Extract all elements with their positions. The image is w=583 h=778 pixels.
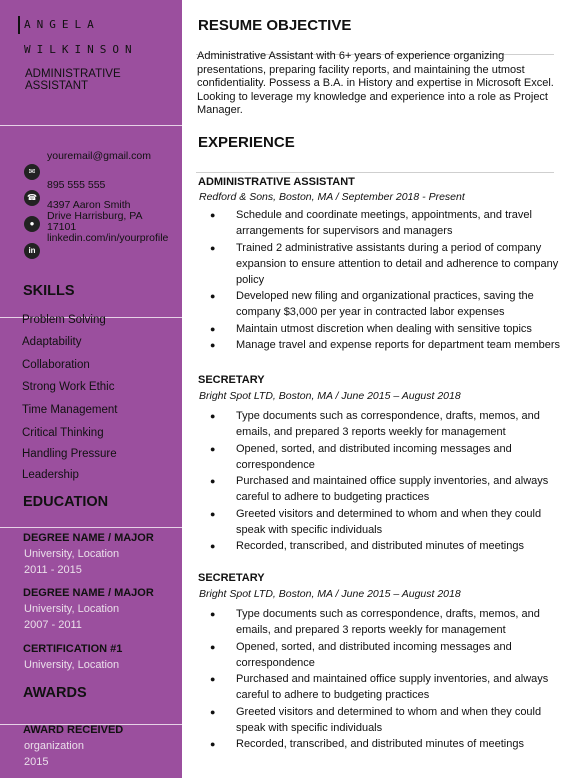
list-item: ● Opened, sorted, and distributed incoming messages and correspondence [210,441,566,473]
mail-icon: ✉ [24,164,40,180]
skill-item: Leadership [22,469,79,481]
location-pin-icon: ● [24,216,40,232]
job-bullets [210,606,566,753]
award-org: organization [24,740,84,752]
objective-heading: RESUME OBJECTIVE [198,17,352,34]
job-title: ADMINISTRATIVE ASSISTANT [25,68,121,92]
email-text: youremail@gmail.com [47,150,152,162]
address-line-1: 4397 Aaron Smith [47,199,131,211]
education-school: University, Location [24,548,120,560]
job-bullets [210,408,566,555]
education-heading: EDUCATION [23,494,109,510]
skill-item: Handling Pressure [22,448,117,460]
list-item: ● Recorded, transcribed, and distributed minutes of meetings [210,736,566,752]
skill-item: Critical Thinking [22,427,104,439]
list-item: ● Developed new filing and organizational practices, saving the company $3,000 per year in contracted labor expenses [210,288,566,320]
address-line-3: 17101 [47,221,77,233]
linkedin-text[interactable]: linkedin.com/in/yourprofile [47,232,169,244]
job-bullets [210,207,566,354]
awards-heading: AWARDS [23,685,87,701]
linkedin-icon: in [24,243,40,259]
education-years: 2007 - 2011 [24,619,82,631]
job-title: ADMINISTRATIVE ASSISTANT [198,176,355,188]
list-item: ● Schedule and coordinate meetings, appointments, and travel arrangements for supervisors and managers [210,207,566,239]
divider [0,125,182,126]
phone-text: 895 555 555 [47,179,106,191]
phone-icon: ☎ [24,190,40,206]
list-item: ● Manage travel and expense reports for department team members [210,337,566,353]
experience-heading: EXPERIENCE [198,134,295,151]
job-subtitle: Redford & Sons, Boston, MA / September 2018 - Present [199,191,465,203]
list-item: ● Purchased and maintained office supply inventories, and always careful to adhere to budgeting practices [210,671,566,703]
skills-heading: SKILLS [23,283,75,299]
list-item: ● Greeted visitors and determined to whom and when they could speak with specific individuals [210,704,566,736]
list-item: ● Greeted visitors and determined to whom and when they could speak with specific individuals [210,506,566,538]
education-school: University, Location [24,603,120,615]
job-subtitle: Bright Spot LTD, Boston, MA / June 2015 – August 2018 [199,390,461,402]
sidebar [0,0,182,778]
last-name: WILKINSON [24,43,138,56]
education-title: DEGREE NAME / MAJOR [23,532,154,544]
name-accent-bar [18,16,20,34]
certification-school: University, Location [24,659,120,671]
list-item: ● Opened, sorted, and distributed incoming messages and correspondence [210,639,566,671]
job-subtitle: Bright Spot LTD, Boston, MA / June 2015 – August 2018 [199,588,461,600]
first-name: ANGELA [24,18,100,31]
divider [196,172,554,173]
list-item: ● Maintain utmost discretion when dealing with sensitive topics [210,321,566,337]
skill-item: Adaptability [22,336,82,348]
address-line-2: Drive Harrisburg, PA [47,210,143,222]
skill-item: Time Management [22,404,118,416]
education-years: 2011 - 2015 [24,564,82,576]
divider [0,527,182,528]
list-item: ● Purchased and maintained office supply inventories, and always careful to adhere to budgeting practices [210,473,566,505]
list-item: ● Type documents such as correspondence, drafts, memos, and emails, and prepared 3 reports weekly for management [210,408,566,440]
skill-item: Problem Solving [22,314,106,326]
education-title: DEGREE NAME / MAJOR [23,587,154,599]
certification-title: CERTIFICATION #1 [23,643,123,655]
skill-item: Strong Work Ethic [22,381,115,393]
objective-text: Administrative Assistant with 6+ years of experience organizing presentations, preparing facility reports, and maintaining the utmost confidentiality. Possess a B.A. in History and expertise in Microsoft Excel. Looking to leverage my knowledge and experience into a role as Project Manager. [197,50,554,116]
award-title: AWARD RECEIVED [23,724,124,736]
skill-item: Collaboration [22,359,90,371]
list-item: ● Trained 2 administrative assistants during a period of company expansion to ensure attention to detail and adherence to company policy [210,240,566,288]
list-item: ● Recorded, transcribed, and distributed minutes of meetings [210,538,566,554]
list-item: ● Type documents such as correspondence, drafts, memos, and emails, and prepared 3 reports weekly for management [210,606,566,638]
job-title: SECRETARY [198,572,265,584]
award-year: 2015 [24,756,49,768]
job-title: SECRETARY [198,374,265,386]
